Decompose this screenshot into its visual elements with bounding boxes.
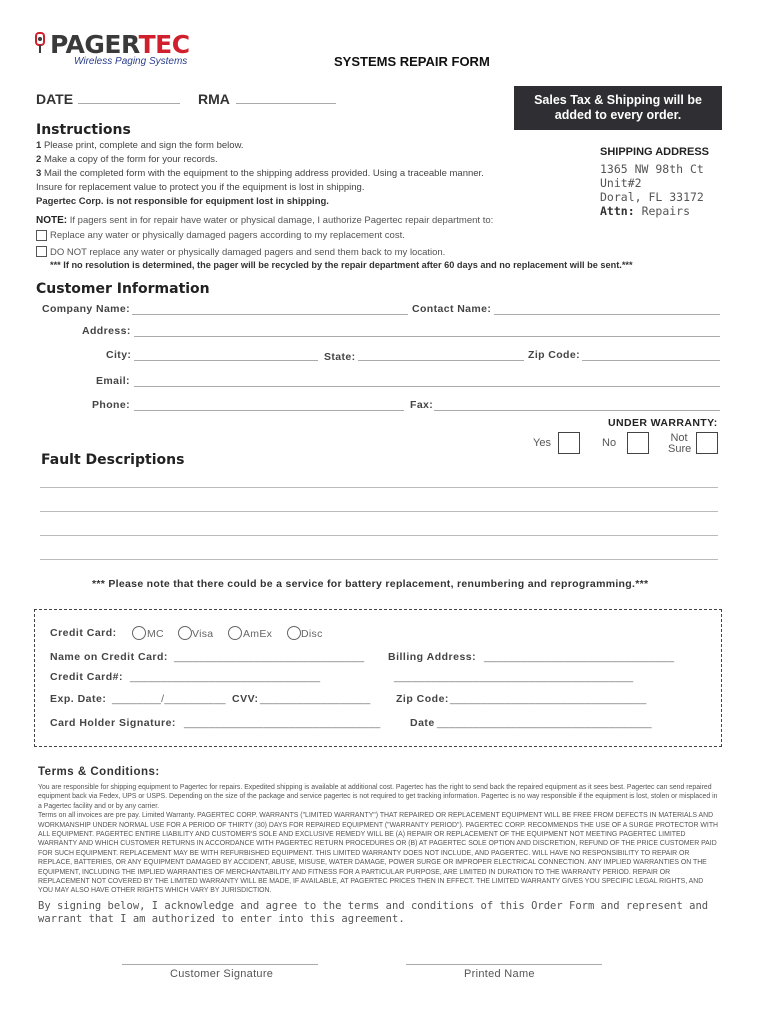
exp-date-field[interactable]: ________/__________ [112,693,226,705]
instructions-body [36,139,556,209]
not-responsible-text: Pagertec Corp. is not responsible for equipment lost in shipping. [36,196,329,207]
fault-descriptions-title: Fault Descriptions [41,452,185,468]
address-field[interactable] [134,336,720,337]
shipping-attn: Attn: Repairs [600,204,691,218]
do-not-replace-checkbox[interactable] [36,246,47,257]
cvv-label: CVV: [232,693,259,705]
card-amex-label: AmEx [243,628,273,640]
logo-ager: AGER [65,30,139,59]
instructions-title: Instructions [36,122,131,138]
logo-wordmark [50,30,190,59]
shipping-title: SHIPPING ADDRESS [600,146,710,158]
under-warranty-title: UNDER WARRANTY: [608,417,718,429]
email-field[interactable] [134,386,720,387]
cc-date-label: Date [410,717,435,729]
name-on-card-label: Name on Credit Card: [50,651,168,663]
customer-info-title: Customer Information [36,281,210,297]
battery-service-note: *** Please note that there could be a service for battery replacement, renumbering and reprogramming.*** [92,578,649,590]
fault-line-4[interactable] [40,559,718,560]
contact-name-label: Contact Name: [412,303,492,315]
billing-address-field-2[interactable]: _______________________________________ [394,671,634,683]
replace-option-label: Replace any water or physically damaged pagers according to my replacement cost. [50,230,405,241]
card-visa-label: Visa [192,628,214,640]
exp-date-label: Exp. Date: [50,693,107,705]
card-amex-radio[interactable] [228,626,242,640]
name-on-card-field[interactable]: _______________________________ [174,651,365,663]
billing-address-label: Billing Address: [388,651,477,663]
card-disc-label: Disc [301,628,323,640]
resolution-note: *** If no resolution is determined, the pager will be recycled by the repair department after 60 days and no replacement will be sent.*** [50,260,633,270]
card-number-label: Credit Card#: [50,671,124,683]
sales-tax-notice: Sales Tax & Shipping will be added to every order. [514,86,722,130]
card-holder-signature-field[interactable]: ________________________________ [184,717,381,729]
cc-date-field[interactable]: ___________________________________ [437,717,652,729]
city-field[interactable] [134,360,318,361]
card-number-field[interactable]: _______________________________ [130,671,321,683]
date-label: DATE [36,91,74,107]
card-mc-radio[interactable] [132,626,146,640]
replace-checkbox[interactable] [36,230,47,241]
warranty-not-sure-label: Not Sure [668,432,692,455]
customer-signature-field[interactable] [122,964,318,965]
printed-name-label: Printed Name [464,968,535,980]
email-label: Email: [96,375,130,387]
card-visa-radio[interactable] [178,626,192,640]
zip-code-label: Zip Code: [528,349,581,361]
form-title: SYSTEMS REPAIR FORM [334,54,490,69]
cvv-field[interactable]: __________________ [260,693,371,705]
city-label: City: [106,349,132,361]
date-field[interactable] [78,103,180,104]
phone-label: Phone: [92,399,130,411]
fax-field[interactable] [434,410,720,411]
customer-signature-label: Customer Signature [170,968,274,980]
terms-text [38,783,718,896]
terms-paragraph-1: You are responsible for shipping equipment to Pagertec for repairs. Expedited shipping is available at additional cost. Pagertec has the right to send back the repaired equipment as it sees best. Pagertec can send repaired equipment back via Fedex, UPS or USPS. Depending on the size of the package and service pagertec is not required to get tracking information. Pagertec is no way responsible if the equipment is lost, stolen or misplaced in a Pagertec facility and or by any carrier. [38,784,718,810]
warranty-not-sure-checkbox[interactable] [696,432,718,454]
logo-p: P [50,30,66,59]
cc-zip-code-field[interactable]: ________________________________ [450,693,647,705]
terms-paragraph-2: Terms on all invoices are pre pay. Limited Warranty. PAGERTEC CORP. WARRANTS ("LIMITED WARRANTY") THAT REPAIRED OR REPLACEMENT EQUIPMENT WILL BE FREE FROM DEFECTS IN MATERIALS AND WORKMANSHIP UNDER NORMAL USE FOR A PERIOD OF THIRTY (30) DAYS FOR REPAIRED EQUIPMENT ("WARRANTY PERIOD"). PAGERTEC CORP. RECOMMENDS THE USE OF A SURGE PROTECTOR WITH ALL EQUIPMENT. PAGERTEC ENTIRE LIABILITY AND CUSTOMER'S SOLE AND EXCLUSIVE REMEDY WILL BE (A) REPAIR OR REPLACEMENT OF THE EQUIPMENT NOT MEETING PAGERTEC LIMITED WARRANTY AND WHICH CUSTOMER RETURNS IN ACCORDANCE WITH PAGERTEC RETURN PROCEDURES OR (B) AT PAGERTEC SOLE OPTION AND DISCRETION, REFUND OF THE PRICE CUSTOMER PAID FOR SUCH EQUIPMENT. REPLACEMENT MAY BE WITH REFURBISHED EQUIPMENT. THIS LIMITED WARRANTY DOES NOT INCLUDE, AND PAGERTEC. WILL HAVE NO RESPONSIBILITY TO REPAIR OR REPLACE, BATTERIES, OR ANY EQUIPMENT DAMAGED BY ACCIDENT, ABUSE, MISUSE, WATER DAMAGE, POWER SURGE OR IMPROPER ELECTRICAL CONNECTION. ANY IMPLIED WARRANTIES ON THE EQUIPMENT, INCLUDING THE IMPLIED WARRANTIES OF MERCHANTABILITY AND FITNESS FOR A PARTICULAR PURPOSE, ARE LIMITED IN DURATION TO THE WARRANTY PERIOD. REPAIR OR REPLACEMENT NOT COVERED BY THE LIMITED WARRANTY WILL BE MADE, IF AVAILABLE, AT PAGERTEC PRICES THEN IN EFFECT. THE LIMITED WARRANTY GIVES YOU SPECIFIC LEGAL RIGHTS, AND YOU MAY ALSO HAVE OTHER RIGHTS WHICH VARY BY JURISDICTION. [38,812,719,895]
instruction-step-1: 1 Please print, complete and sign the form below. [36,140,244,151]
card-mc-label: MC [147,628,164,640]
warranty-no-label: No [602,437,617,449]
fault-line-1[interactable] [40,487,718,488]
terms-title: Terms & Conditions: [38,766,160,778]
credit-card-label: Credit Card: [50,627,117,639]
state-label: State: [324,351,356,363]
fax-label: Fax: [410,399,434,411]
state-field[interactable] [358,360,524,361]
shipping-line-3: Doral, FL 33172 [600,190,704,204]
pagertec-logo [34,30,190,70]
company-name-label: Company Name: [42,303,131,315]
fault-line-2[interactable] [40,511,718,512]
address-label: Address: [82,325,131,337]
warranty-yes-checkbox[interactable] [558,432,580,454]
contact-name-field[interactable] [494,314,720,315]
rma-field[interactable] [236,103,336,104]
agreement-text: By signing below, I acknowledge and agree to the terms and conditions of this Order Form and represent and warrant that I am authorized to enter into this agreement. [38,900,709,925]
cc-zip-code-label: Zip Code: [396,693,449,705]
zip-code-field[interactable] [582,360,720,361]
card-holder-signature-label: Card Holder Signature: [50,717,176,729]
company-name-field[interactable] [132,314,408,315]
shipping-line-2: Unit#2 [600,176,642,190]
printed-name-field[interactable] [406,964,602,965]
billing-address-field[interactable]: _______________________________ [484,651,675,663]
instruction-step-3: 3 Mail the completed form with the equipment to the shipping address provided. Using a traceable manner. [36,168,484,179]
fault-line-3[interactable] [40,535,718,536]
instruction-step-2: 2 Make a copy of the form for your records. [36,154,218,165]
card-disc-radio[interactable] [287,626,301,640]
note-line: NOTE: If pagers sent in for repair have water or physical damage, I authorize Pagertec repair department to: [36,215,494,226]
shipping-line-1: 1365 NW 98th Ct [600,162,704,176]
phone-field[interactable] [134,410,404,411]
logo-tagline: Wireless Paging Systems [74,56,188,67]
warranty-no-checkbox[interactable] [627,432,649,454]
insure-text: Insure for replacement value to protect you if the equipment is lost in shipping. [36,182,365,193]
rma-label: RMA [198,91,230,107]
do-not-replace-option-label: DO NOT replace any water or physically damaged pagers and send them back to my location. [50,247,446,258]
logo-tec: TEC [138,30,190,59]
pager-logo-icon [34,32,46,54]
warranty-yes-label: Yes [533,437,551,449]
